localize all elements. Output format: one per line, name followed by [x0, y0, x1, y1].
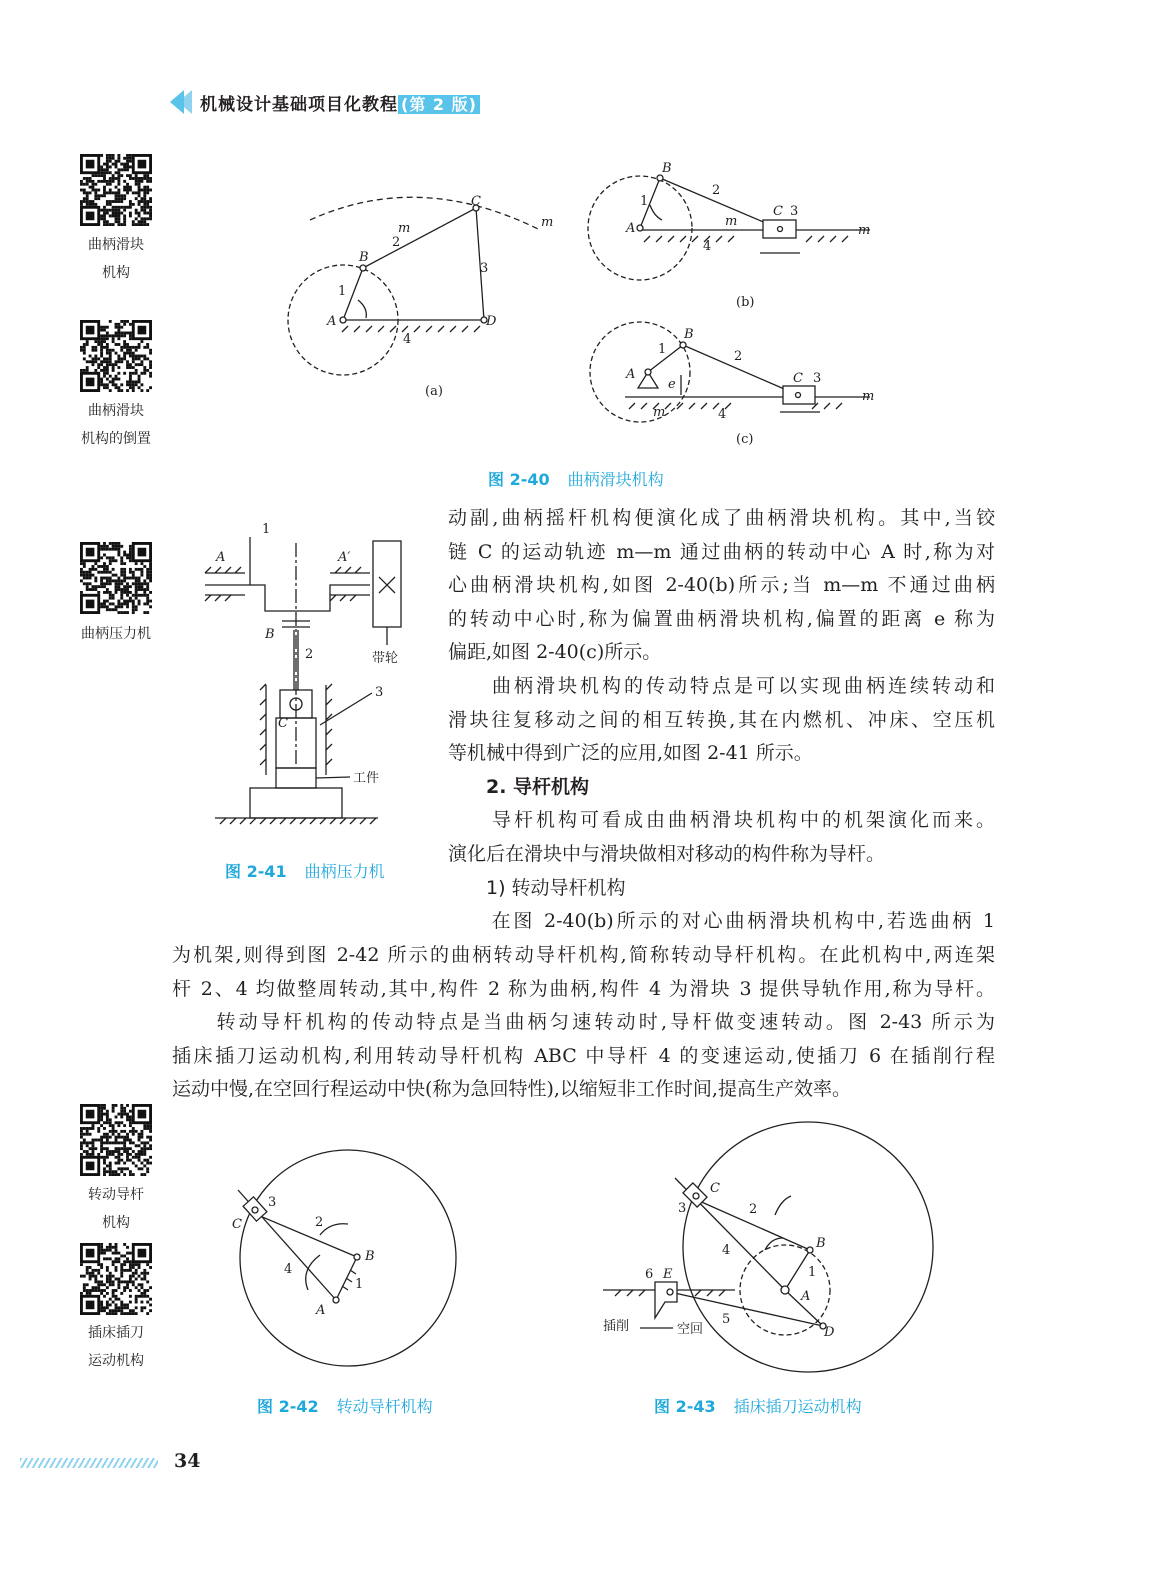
- label: 6: [645, 1267, 654, 1282]
- label: 2: [315, 1215, 324, 1230]
- label: 3: [790, 204, 799, 219]
- text-line: 演化后在滑块中与滑块做相对移动的构件称为导杆。: [448, 843, 886, 865]
- label: B: [365, 1249, 375, 1264]
- label: A: [216, 550, 226, 565]
- label: 工件: [353, 771, 380, 786]
- figure-number: 图 2-40: [488, 470, 550, 489]
- label: m: [725, 214, 738, 229]
- label: 3: [678, 1201, 687, 1216]
- label: 插削: [603, 1319, 630, 1334]
- subsection-heading: 1) 转动导杆机构: [448, 876, 626, 899]
- footer-decoration: [20, 1458, 158, 1468]
- label: 2: [392, 235, 401, 250]
- label: 2: [749, 1202, 758, 1217]
- label: B: [684, 327, 694, 342]
- label: 4: [403, 332, 412, 347]
- label: 3: [268, 1195, 277, 1210]
- label: 带轮: [372, 651, 399, 666]
- subfigure-label: (a): [425, 384, 443, 399]
- label: m: [541, 215, 554, 230]
- qr-code[interactable]: [80, 320, 152, 392]
- qr-caption-line: 机构的倒置: [81, 431, 151, 447]
- figure-caption: [488, 467, 664, 490]
- figure-2-40-diagram: [270, 150, 890, 460]
- section-heading: 2. 导杆机构: [448, 775, 590, 798]
- edition-badge: (第 2 版): [398, 95, 480, 114]
- text-line: 心曲柄滑块机构,如图 2-40(b)所示;当 m—m 不通过曲柄: [448, 574, 995, 597]
- label: B: [816, 1236, 826, 1251]
- text-line: 动副,曲柄摇杆机构便演化成了曲柄滑块机构。其中,当铰: [448, 507, 995, 529]
- label: 1: [338, 284, 347, 299]
- label: C: [232, 1217, 242, 1232]
- label: A: [626, 367, 636, 382]
- text-line: 滑块往复移动之间的相互转换,其在内燃机、冲床、空压机: [448, 708, 995, 731]
- qr-caption-line: 曲柄压力机: [81, 626, 151, 642]
- header-arrow-icon: [170, 90, 192, 114]
- qr-caption-line: 机构: [102, 265, 130, 281]
- label: 3: [375, 685, 384, 700]
- qr-caption-line: 运动机构: [88, 1353, 144, 1369]
- label: m: [858, 223, 871, 238]
- figure-title: 曲柄压力机: [304, 862, 385, 881]
- qr-caption: [61, 1181, 171, 1237]
- page-number: 34: [174, 1450, 201, 1472]
- label: m: [398, 221, 411, 236]
- figure-2-41-diagram: [190, 515, 430, 840]
- label: 4: [722, 1243, 731, 1258]
- figure-title: 插床插刀运动机构: [733, 1397, 862, 1416]
- qr-code[interactable]: [80, 154, 152, 226]
- label: 1: [262, 522, 271, 537]
- qr-code[interactable]: [80, 1104, 152, 1176]
- text-line: 偏距,如图 2-40(c)所示。: [448, 641, 662, 664]
- figure-caption: [654, 1394, 862, 1417]
- qr-caption-line: 机构: [102, 1215, 130, 1231]
- label: A: [801, 1289, 811, 1304]
- text-line: 等机械中得到广泛的应用,如图 2-41 所示。: [448, 742, 813, 765]
- qr-caption-line: 转动导杆: [88, 1187, 144, 1203]
- text-line: 在图 2-40(b)所示的对心曲柄滑块机构中,若选曲柄 1: [448, 910, 995, 933]
- label: 4: [703, 239, 712, 254]
- label: D: [824, 1325, 835, 1340]
- qr-caption: [61, 231, 171, 287]
- label: 2: [305, 647, 314, 662]
- figure-number: 图 2-41: [225, 862, 287, 881]
- label: C: [710, 1181, 720, 1196]
- label: E: [663, 1267, 673, 1282]
- text-line: 链 C 的运动轨迹 m—m 通过曲柄的转动中心 A 时,称为对: [448, 540, 995, 563]
- qr-code[interactable]: [80, 542, 152, 614]
- label: A′: [338, 550, 351, 565]
- text-line: 转动导杆机构的传动特点是当曲柄匀速转动时,导杆做变速转动。图 2-43 所示为: [172, 1011, 995, 1033]
- label: B: [265, 627, 275, 642]
- label: 1: [808, 1265, 817, 1280]
- label: A: [316, 1303, 326, 1318]
- fig-2-40b: [588, 161, 870, 310]
- book-title: [200, 90, 480, 115]
- label: 空回: [677, 1322, 704, 1337]
- qr-caption-line: 曲柄滑块: [88, 403, 144, 419]
- text-line: 运动中慢,在空回行程运动中快(称为急回特性),以缩短非工作时间,提高生产效率。: [172, 1078, 851, 1100]
- qr-caption-line: 曲柄滑块: [88, 237, 144, 253]
- fig-2-40c: [590, 322, 874, 447]
- book-title-text: 机械设计基础项目化教程: [200, 95, 398, 115]
- label: B: [662, 161, 672, 176]
- label: 3: [480, 261, 489, 276]
- subfigure-label: (b): [736, 295, 755, 310]
- label: B: [359, 250, 369, 265]
- label: m: [862, 389, 875, 404]
- text-line: 导杆机构可看成由曲柄滑块机构中的机架演化而来。: [448, 809, 995, 832]
- figure-caption: [225, 859, 385, 882]
- text-line: 杆 2、4 均做整周转动,其中,构件 2 称为曲柄,构件 4 为滑块 3 提供导轨作用,称为导杆。: [172, 977, 995, 1000]
- label: 5: [722, 1312, 731, 1327]
- label: e: [668, 377, 676, 392]
- qr-caption: [61, 620, 171, 648]
- label: C: [773, 204, 783, 219]
- label: 1: [640, 194, 649, 209]
- figure-caption: [257, 1394, 433, 1417]
- label: C: [278, 716, 288, 731]
- label: 2: [734, 349, 743, 364]
- qr-caption: [61, 1319, 171, 1375]
- label: C: [793, 371, 803, 386]
- text-line: 曲柄滑块机构的传动特点是可以实现曲柄连续转动和: [448, 675, 995, 697]
- figure-number: 图 2-43: [654, 1397, 716, 1416]
- label: C: [471, 194, 481, 209]
- qr-caption: [61, 397, 171, 453]
- label: A: [327, 314, 337, 329]
- fig-2-40a: [288, 194, 553, 399]
- label: m: [653, 405, 666, 420]
- text-line: 的转动中心时,称为偏置曲柄滑块机构,偏置的距离 e 称为: [448, 607, 995, 630]
- qr-code[interactable]: [80, 1243, 152, 1315]
- figure-2-43-diagram: [595, 1120, 940, 1380]
- figure-title: 曲柄滑块机构: [567, 470, 664, 489]
- subfigure-label: (c): [736, 432, 754, 447]
- figure-2-42-diagram: [220, 1140, 460, 1380]
- text-line: 为机架,则得到图 2-42 所示的曲柄转动导杆机构,简称转动导杆机构。在此机构中,两连架: [172, 944, 995, 966]
- label: 3: [813, 371, 822, 386]
- label: D: [486, 314, 497, 329]
- label: 4: [284, 1262, 293, 1277]
- qr-caption-line: 插床插刀: [88, 1325, 144, 1341]
- label: 1: [355, 1277, 364, 1292]
- label: 1: [658, 342, 667, 357]
- label: 4: [718, 407, 727, 422]
- label: 2: [712, 183, 721, 198]
- figure-title: 转动导杆机构: [336, 1397, 433, 1416]
- text-line: 插床插刀运动机构,利用转动导杆机构 ABC 中导杆 4 的变速运动,使插刀 6 在插削行程: [172, 1044, 995, 1067]
- figure-number: 图 2-42: [257, 1397, 319, 1416]
- label: A: [626, 221, 636, 236]
